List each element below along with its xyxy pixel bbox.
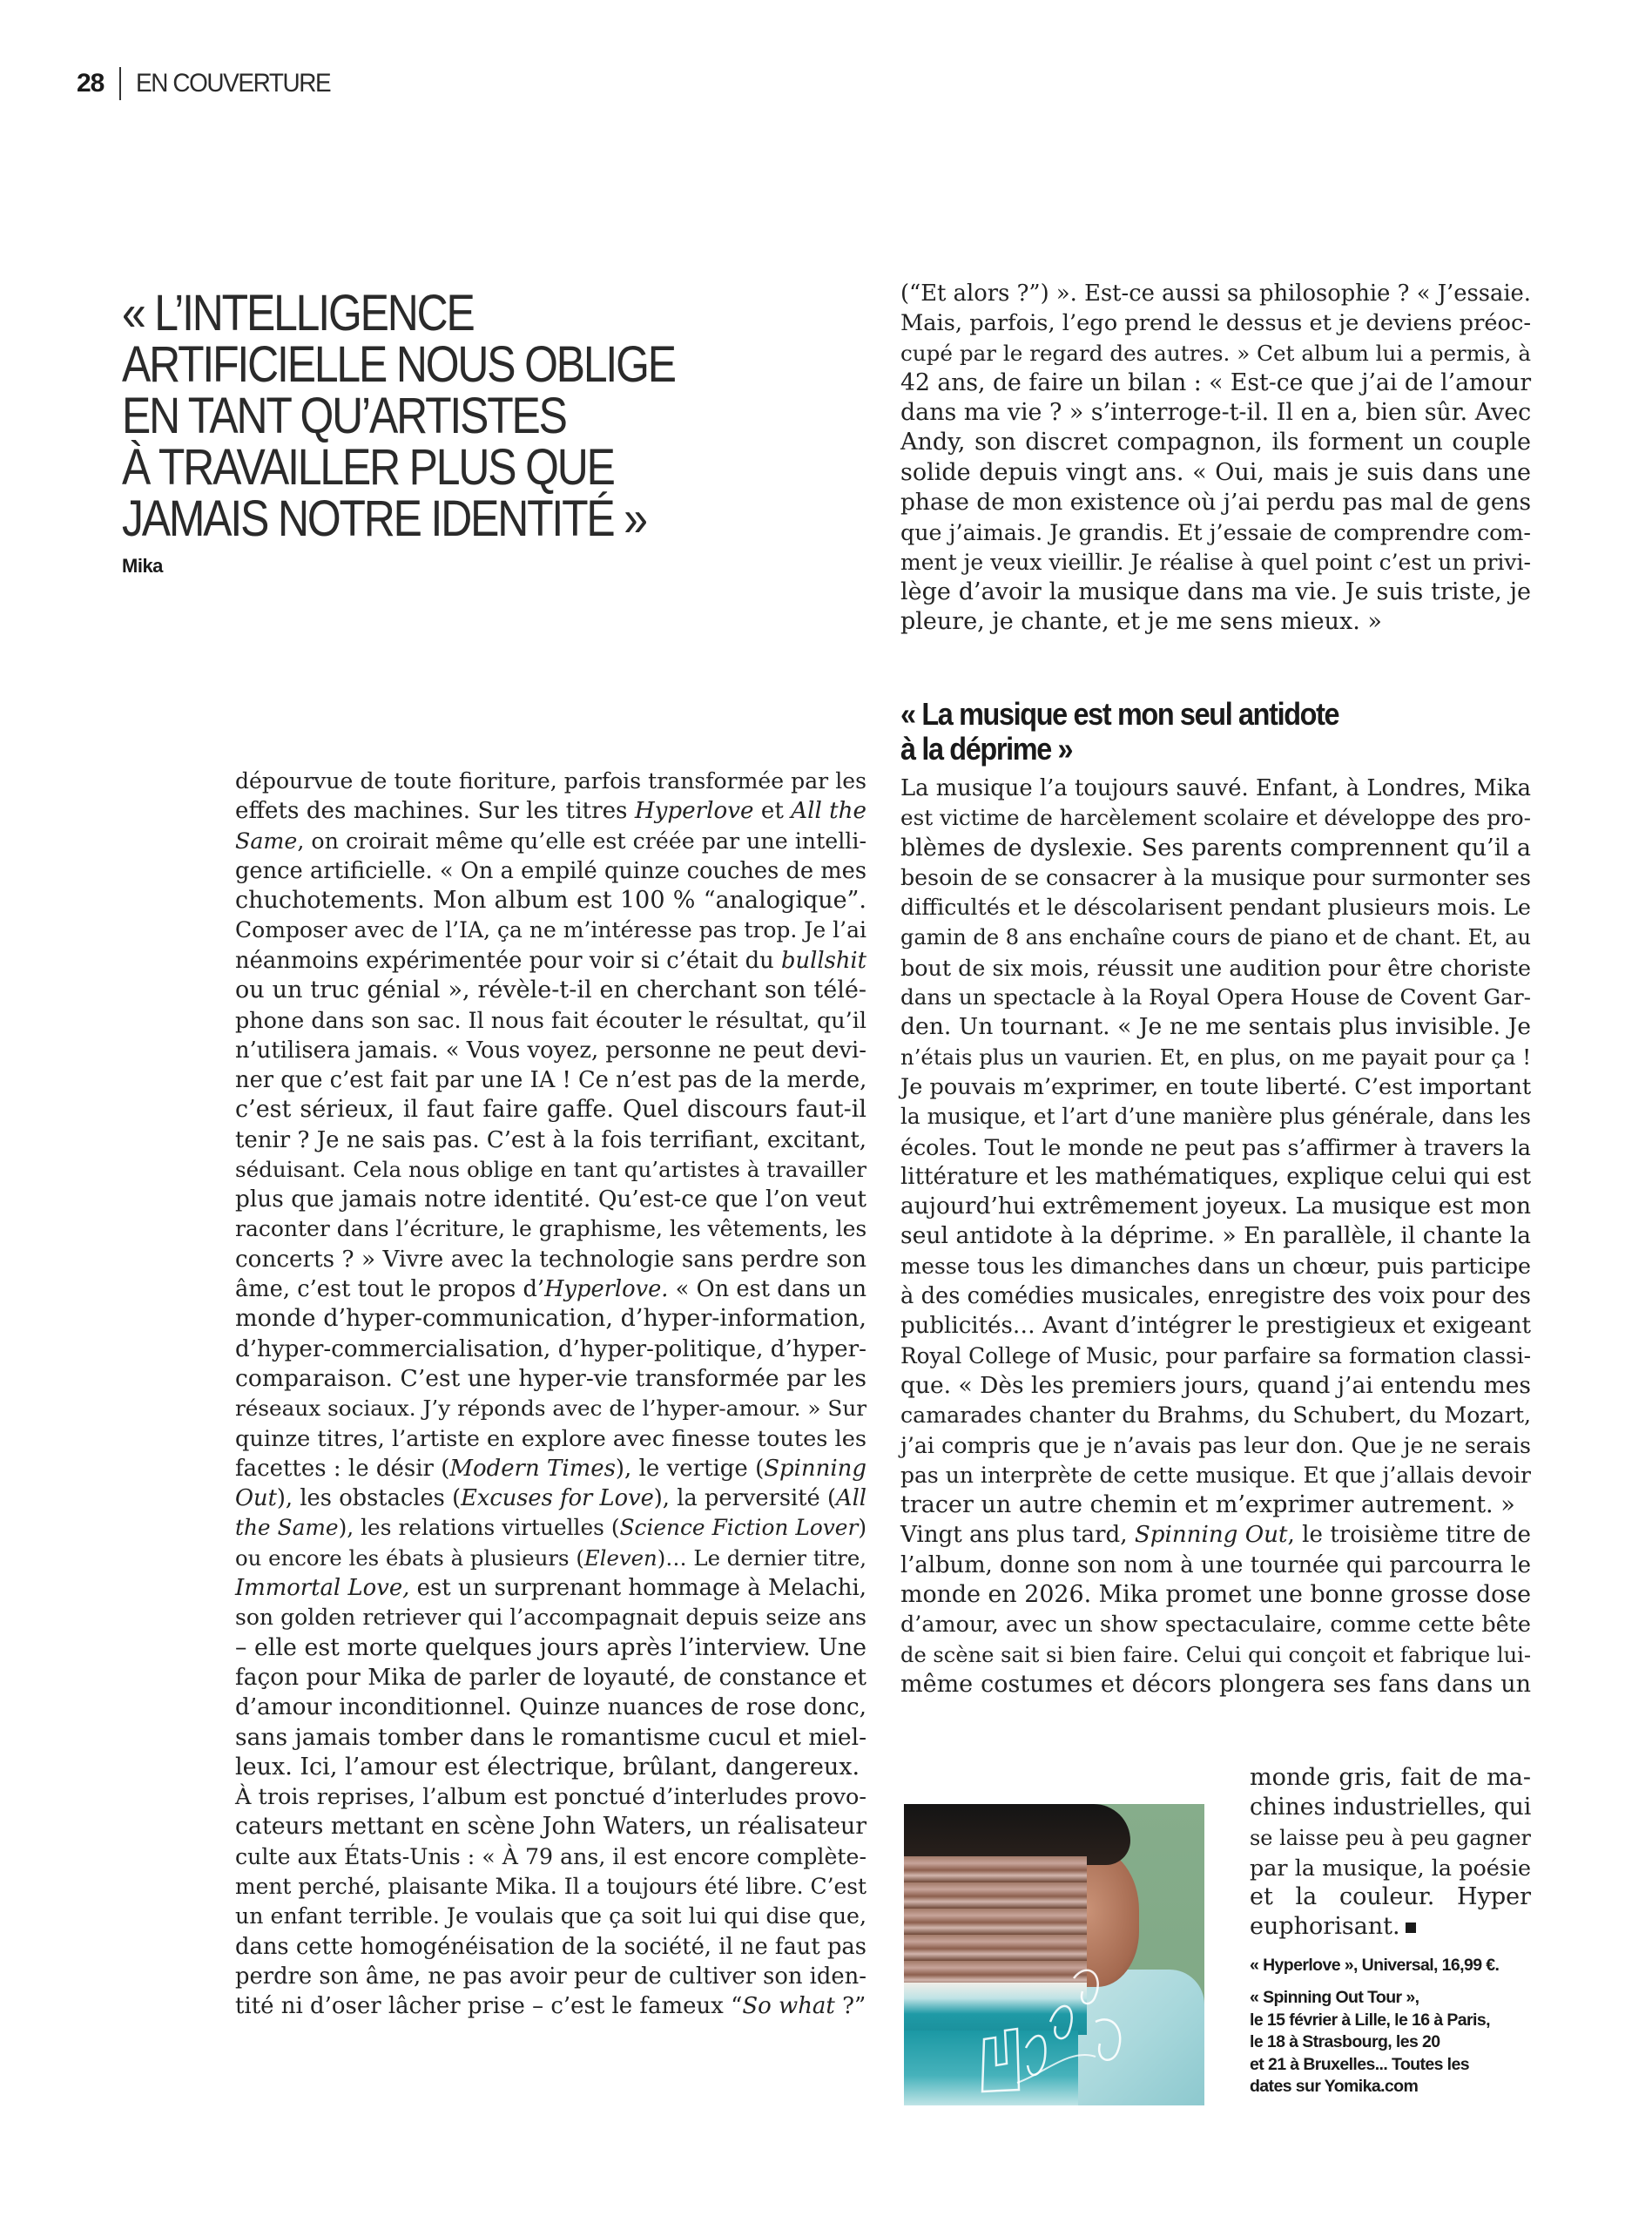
- text-line: 42 ans, de faire un bilan : « Est-ce que j’ai de l’amour: [900, 368, 1532, 396]
- text-line: lège d’avoir la musique dans ma vie. Je suis triste, je: [900, 578, 1531, 605]
- pull-quote-line: EN TANT QU’ARTISTES: [122, 388, 566, 444]
- text-line: par la musique, la poésie: [1250, 1854, 1531, 1881]
- text-line: d’amour inconditionnel. Quinze nuances de rose donc,: [235, 1694, 866, 1721]
- article-ending-and-info: [1250, 1763, 1531, 2098]
- pull-quote-line: ARTIFICIELLE NOUS OBLIGE: [122, 336, 675, 393]
- text-line: façon pour Mika de parler de loyauté, de constance et: [235, 1664, 867, 1691]
- text-line: blèmes de dyslexie. Ses parents comprennent qu’il a: [900, 834, 1531, 862]
- tour-info-line: et 21 à Bruxelles... Toutes les: [1250, 2054, 1469, 2074]
- album-cover-photo: [904, 1804, 1204, 2105]
- text-line: phone dans son sac. Il nous fait écouter le résultat, qu’il: [235, 1007, 866, 1034]
- text-line: Royal College of Music, pour parfaire sa formation classi-: [900, 1342, 1531, 1368]
- text-line: sans jamais tomber dans le romantisme cucul et miel-: [235, 1723, 867, 1751]
- text-line: à des comédies musicales, enregistre des voix pour des: [900, 1283, 1531, 1310]
- text-line: Immortal Love, est un surprenant hommage à Melachi,: [235, 1575, 866, 1602]
- text-line: pleure, je chante, et je me sens mieux. »: [900, 608, 1382, 636]
- text-line: n’étais plus un vaurien. Et, en plus, on me payait pour ça !: [900, 1044, 1531, 1070]
- text-line: leux. Ici, l’amour est électrique, brûlant, dangereux.: [235, 1753, 860, 1781]
- text-line: messe tous les dimanches dans un chœur, puis participe: [900, 1253, 1531, 1279]
- pull-quote: [122, 287, 765, 578]
- text-line: dans ma vie ? » s’interroge-t-il. Il en a, bien sûr. Avec: [900, 399, 1532, 427]
- text-line: monde d’hyper-communication, d’hyper-information,: [235, 1305, 866, 1333]
- section-subheading: [900, 697, 1387, 767]
- text-line: âme, c’est tout le propos d’Hyperlove. « On est dans un: [235, 1276, 866, 1303]
- text-line: chines industrielles, qui: [1250, 1794, 1532, 1821]
- tour-info: [1250, 1987, 1531, 2098]
- text-line: ment je veux vieillir. Je réalise à quel point c’est un privi-: [900, 549, 1531, 575]
- album-info-line: « Hyperlove », Universal, 16,99 €.: [1250, 1955, 1500, 1975]
- text-line: bout de six mois, réussit une audition pour être choriste: [900, 954, 1531, 981]
- text-line: ou encore les ébats à plusieurs (Eleven)… Le dernier titre,: [235, 1544, 866, 1571]
- pull-quote-line: À TRAVAILLER PLUS QUE: [122, 439, 614, 496]
- end-of-article-square-icon: [1406, 1923, 1416, 1933]
- text-line: l’album, donne son nom à une tournée qui parcourra le: [900, 1551, 1531, 1578]
- article-ending-text: [1250, 1763, 1531, 1943]
- text-line: monde en 2026. Mika promet une bonne grosse dose: [900, 1581, 1531, 1609]
- pull-quote-line: JAMAIS NOTRE IDENTITÉ »: [122, 490, 646, 547]
- text-line: – elle est morte quelques jours après l’interview. Une: [235, 1633, 866, 1661]
- text-line: besoin de se consacrer à la musique pour surmonter ses: [900, 864, 1531, 890]
- text-line: ner que c’est fait par une IA ! Ce n’est pas de la merde,: [235, 1066, 867, 1093]
- text-line: monde gris, fait de ma-: [1250, 1764, 1531, 1791]
- text-line: séduisant. Cela nous oblige en tant qu’artistes à travailler: [235, 1156, 866, 1182]
- page-number: 28: [77, 69, 105, 98]
- text-line: seul antidote à la déprime. » En parallèle, il chante la: [900, 1222, 1531, 1250]
- text-line: chuchotements. Mon album est 100 % “analogique”.: [235, 887, 866, 915]
- text-line: Composer avec de l’IA, ça ne m’intéresse pas trop. Je l’ai: [235, 917, 866, 943]
- pull-quote-line: « L’INTELLIGENCE: [122, 285, 474, 341]
- text-line: (“Et alors ?”) ». Est-ce aussi sa philosophie ? « J’essaie.: [900, 280, 1531, 307]
- text-line: concerts ? » Vivre avec la technologie sans perdre son: [235, 1246, 866, 1273]
- text-line: Vingt ans plus tard, Spinning Out, le troisième titre de: [900, 1522, 1531, 1549]
- tour-info-line: « Spinning Out Tour »,: [1250, 1988, 1419, 2008]
- text-line: cupé par le regard des autres. » Cet album lui a permis, à: [900, 340, 1531, 366]
- text-line: dépourvue de toute fioriture, parfois transformée par les: [235, 768, 866, 794]
- text-line: c’est sérieux, il faut faire gaffe. Quel discours faut-il: [235, 1096, 866, 1124]
- page-header: [77, 66, 345, 101]
- text-line: Mais, parfois, l’ego prend le dessus et je deviens préoc-: [900, 310, 1531, 337]
- text-line: perdre son âme, ne pas avoir peur de cultiver son iden-: [235, 1963, 866, 1990]
- text-line: écoles. Tout le monde ne peut pas s’affirmer à travers la: [900, 1133, 1532, 1160]
- text-line: raconter dans l’écriture, le graphisme, les vêtements, les: [235, 1216, 867, 1242]
- text-line: facettes : le désir (Modern Times), le vertige (Spinning: [235, 1455, 866, 1482]
- text-line: tracer un autre chemin et m’exprimer autrement. »: [900, 1491, 1515, 1519]
- text-line: néanmoins expérimentée pour voir si c’était du bullshit: [235, 947, 867, 974]
- text-line: d’amour, avec un show spectaculaire, comme cette bête: [900, 1612, 1531, 1639]
- article-column-right-bottom: [900, 774, 1531, 1700]
- text-line: j’ai compris que je n’avais pas leur don. Que je ne serais: [900, 1432, 1531, 1458]
- text-line: littérature et les mathématiques, explique celui qui est: [900, 1163, 1531, 1190]
- text-line: son golden retriever qui l’accompagnait depuis seize ans: [235, 1605, 866, 1631]
- text-line: gence artificielle. « On a empilé quinze couches de mes: [235, 857, 866, 884]
- text-line: se laisse peu à peu gagner: [1250, 1825, 1531, 1850]
- section-name: EN COUVERTURE: [136, 69, 331, 98]
- text-line: aujourd’hui extrêmement joyeux. La musique est mon: [900, 1193, 1531, 1220]
- article-column-right-top: [900, 279, 1531, 638]
- text-line: réseaux sociaux. J’y réponds avec de l’hyper-amour. » Sur: [235, 1395, 866, 1422]
- text-line: et la couleur. Hyper: [1250, 1883, 1531, 1911]
- text-line: difficultés et le déscolarisent pendant plusieurs mois. Le: [900, 895, 1531, 921]
- text-line: effets des machines. Sur les titres Hyperlove et All the: [235, 798, 867, 825]
- text-line-last: [1250, 1912, 1531, 1942]
- text-line: euphorisant.: [1250, 1913, 1400, 1941]
- text-line: plus que jamais notre identité. Qu’est-ce que l’on veut: [235, 1186, 866, 1213]
- subheading-line: « La musique est mon seul antidote: [900, 696, 1339, 732]
- text-line: camarades chanter du Brahms, du Schubert, du Mozart,: [900, 1402, 1531, 1429]
- text-line: comparaison. C’est une hyper-vie transformée par les: [235, 1364, 866, 1392]
- text-line: quinze titres, l’artiste en explore avec finesse toutes les: [235, 1425, 867, 1452]
- text-line: phase de mon existence où j’ai perdu pas mal de gens: [900, 489, 1532, 517]
- text-line: tenir ? Je ne sais pas. C’est à la fois terrifiant, excitant,: [235, 1126, 866, 1153]
- text-line: gamin de 8 ans enchaîne cours de piano et de chant. Et, au: [900, 925, 1531, 950]
- text-line: que j’aimais. Je grandis. Et j’essaie de comprendre com-: [900, 519, 1531, 546]
- tour-info-line: dates sur Yomika.com: [1250, 2077, 1419, 2097]
- text-line: Same, on croirait même qu’elle est créée par une intelli-: [235, 828, 866, 854]
- text-line: ou un truc génial », révèle-t-il en cherchant son télé-: [235, 976, 866, 1004]
- subheading-line: à la déprime »: [900, 731, 1073, 767]
- text-line: même costumes et décors plongera ses fans dans un: [900, 1670, 1531, 1698]
- text-line: La musique l’a toujours sauvé. Enfant, à Londres, Mika: [900, 775, 1531, 801]
- text-line: À trois reprises, l’album est ponctué d’interludes provo-: [235, 1784, 866, 1811]
- text-line: the Same), les relations virtuelles (Science Fiction Lover): [235, 1515, 867, 1541]
- tour-info-line: le 18 à Strasbourg, les 20: [1250, 2032, 1440, 2052]
- tour-info-line: le 15 février à Lille, le 16 à Paris,: [1250, 2010, 1490, 2030]
- text-line: publicités… Avant d’intégrer le prestigieux et exigeant: [900, 1313, 1531, 1340]
- text-line: cateurs mettant en scène John Waters, un réalisateur: [235, 1813, 866, 1841]
- text-line: dans un spectacle à la Royal Opera House de Covent Gar-: [900, 984, 1532, 1010]
- text-line: Out), les obstacles (Excuses for Love), la perversité (All: [235, 1485, 867, 1512]
- text-line: n’utilisera jamais. « Vous voyez, personne ne peut devi-: [235, 1037, 866, 1064]
- text-line: pas un interprète de cette musique. Et que j’allais devoir: [900, 1462, 1531, 1488]
- text-line: d’hyper-commercialisation, d’hyper-politique, d’hyper-: [235, 1335, 866, 1362]
- text-line: un enfant terrible. Je voulais que ça soit lui qui dise que,: [235, 1903, 866, 1929]
- text-line: Je pouvais m’exprimer, en toute liberté. C’est important: [900, 1073, 1532, 1100]
- text-line: que. « Dès les premiers jours, quand j’ai entendu mes: [900, 1371, 1531, 1399]
- header-divider: [119, 67, 121, 100]
- text-line: Andy, son discret compagnon, ils forment un couple: [900, 429, 1531, 456]
- text-line: solide depuis vingt ans. « Oui, mais je suis dans une: [900, 458, 1531, 486]
- text-line: culte aux États-Unis : « À 79 ans, il est encore complète-: [235, 1843, 866, 1869]
- text-line: est victime de harcèlement scolaire et développe des pro-: [900, 805, 1531, 831]
- article-column-left: [235, 767, 866, 2021]
- album-info: [1250, 1955, 1531, 1977]
- hyperlove-scribble-logo: [965, 1943, 1139, 2100]
- text-line: de scène sait si bien faire. Celui qui conçoit et fabrique lui-: [900, 1642, 1531, 1667]
- pull-quote-author: Mika: [122, 555, 163, 577]
- text-line: ment perché, plaisante Mika. Il a toujours été libre. C’est: [235, 1873, 866, 1899]
- text-line: dans cette homogénéisation de la société, il ne faut pas: [235, 1933, 866, 1960]
- text-line: den. Un tournant. « Je ne me sentais plus invisible. Je: [900, 1013, 1531, 1041]
- text-line: tité ni d’oser lâcher prise – c’est le fameux “So what ?”: [235, 1993, 866, 2020]
- text-line: la musique, et l’art d’une manière plus générale, dans les: [900, 1104, 1531, 1130]
